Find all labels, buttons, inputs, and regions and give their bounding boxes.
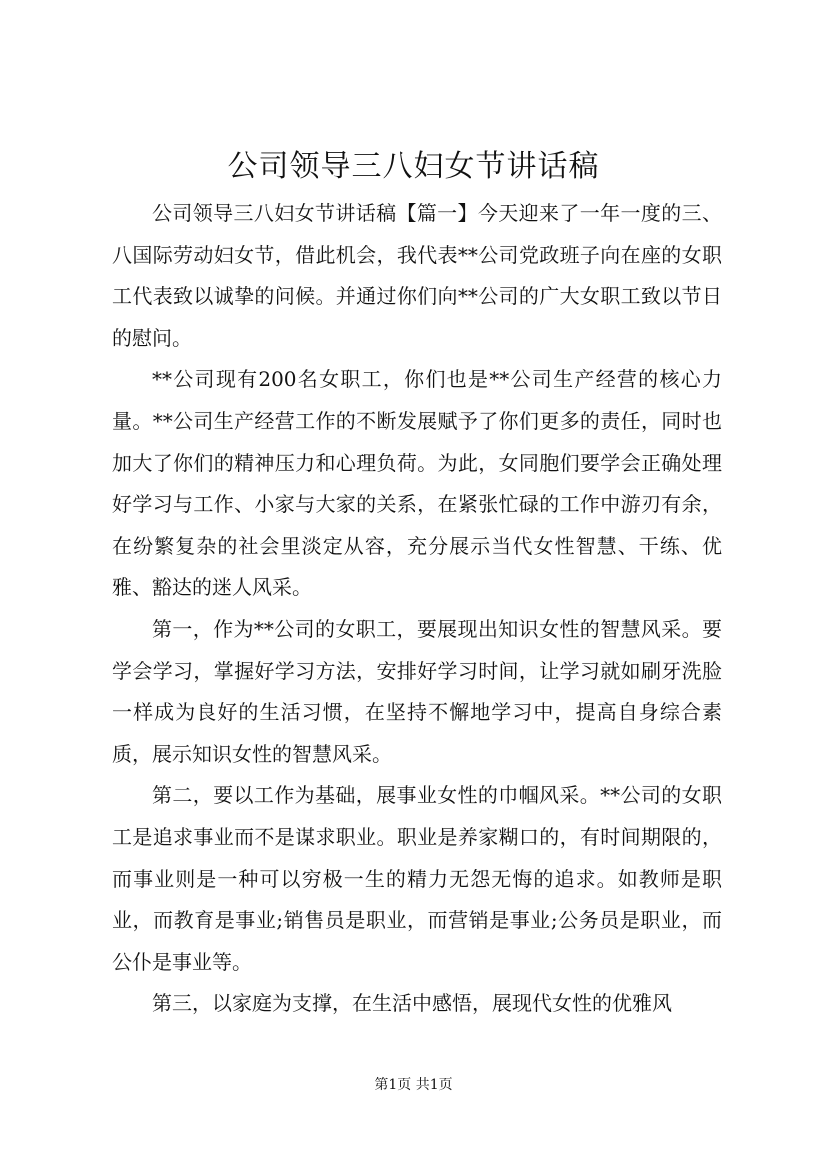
document-body: [112, 193, 722, 1025]
paragraph-1: 公司领导三八妇女节讲话稿【篇一】今天迎来了一年一度的三、八国际劳动妇女节，借此机会，我代表**公司党政班子向在座的女职工代表致以诚挚的问候。并通过你们向**公司的广大女职工致以节日的慰问。: [112, 201, 722, 350]
paragraph-2: **公司现有200名女职工，你们也是**公司生产经营的核心力量。**公司生产经营工作的不断发展赋予了你们更多的责任，同时也加大了你们的精神压力和心理负荷。为此，女同胞们要学会正确处理好学习与工作、小家与大家的关系，在紧张忙碌的工作中游刃有余，在纷繁复杂的社会里淡定从容，充分展示当代女性智慧、干练、优雅、豁达的迷人风采。: [112, 367, 722, 600]
paragraph-3: 第一，作为**公司的女职工，要展现出知识女性的智慧风采。要学会学习，掌握好学习方法，安排好学习时间，让学习就如刷牙洗脸一样成为良好的生活习惯，在坚持不懈地学习中，提高自身综合素质，展示知识女性的智慧风采。: [112, 616, 722, 766]
paragraph-4: 第二，要以工作为基础，展事业女性的巾帼风采。**公司的女职工是追求事业而不是谋求职业。职业是养家糊口的，有时间期限的，而事业则是一种可以穷极一生的精力无怨无悔的追求。如教师是职业，而教育是事业;销售员是职业，而营销是事业;公务员是职业，而公仆是事业等。: [112, 783, 722, 974]
paragraph-5: 第三，以家庭为支撑，在生活中感悟，展现代女性的优雅风: [152, 991, 672, 1016]
page-footer: 第1页 共1页: [374, 1077, 453, 1093]
document-title: 公司领导三八妇女节讲话稿: [227, 149, 600, 184]
